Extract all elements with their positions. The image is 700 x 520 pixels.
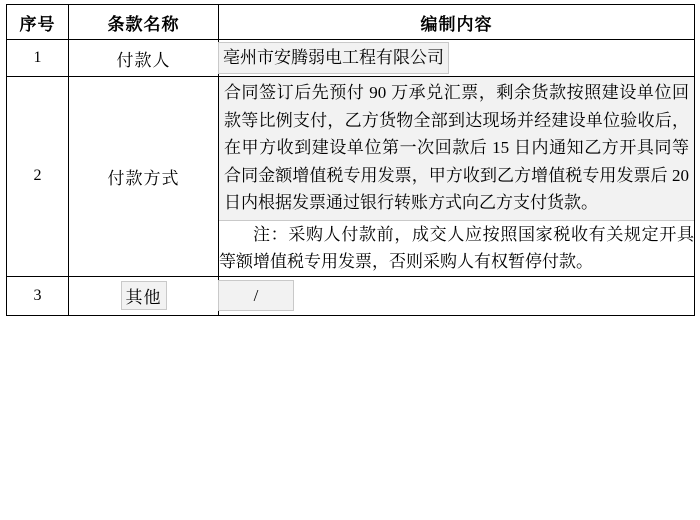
term-name: 付款方式 [69,77,219,277]
column-header-no: 序号 [7,5,69,40]
term-content-payer [219,40,695,77]
table-row [7,40,695,77]
row-number: 1 [7,40,69,77]
table-row [7,77,695,277]
other-field-value[interactable]: / [219,281,293,311]
other-term-name-value[interactable]: 其他 [122,282,166,309]
column-header-term-name: 条款名称 [69,5,219,40]
row-number: 2 [7,77,69,277]
payment-method-paragraph [219,77,694,220]
table-row [7,276,695,315]
term-content-other [219,276,695,315]
table-header-row [7,5,695,40]
term-name [69,276,219,315]
row-number: 3 [7,276,69,315]
contract-terms-table [6,4,695,316]
payment-method-note: 注：采购人付款前，成交人应按照国家税收有关规定开具等额增值税专用发票，否则采购人有权暂停付款。 [219,224,694,272]
term-name: 付款人 [69,40,219,77]
payment-method-field-value[interactable]: 合同签订后先预付 90 万承兑汇票，剩余货款按照建设单位回款等比例支付，乙方货物全部到达现场并经建设单位验收后，在甲方收到建设单位第一次回款后 15 日内通知乙方开具同等合同金额增值税专用发票，甲方收到乙方增值税专用发票后 20 日内根据发票通过银行转账方式向乙方支付货款。 [219,77,694,220]
column-header-content: 编制内容 [219,5,695,40]
term-content-payment-method [219,77,695,277]
payer-field-value[interactable]: 亳州市安腾弱电工程有限公司 [219,43,448,73]
